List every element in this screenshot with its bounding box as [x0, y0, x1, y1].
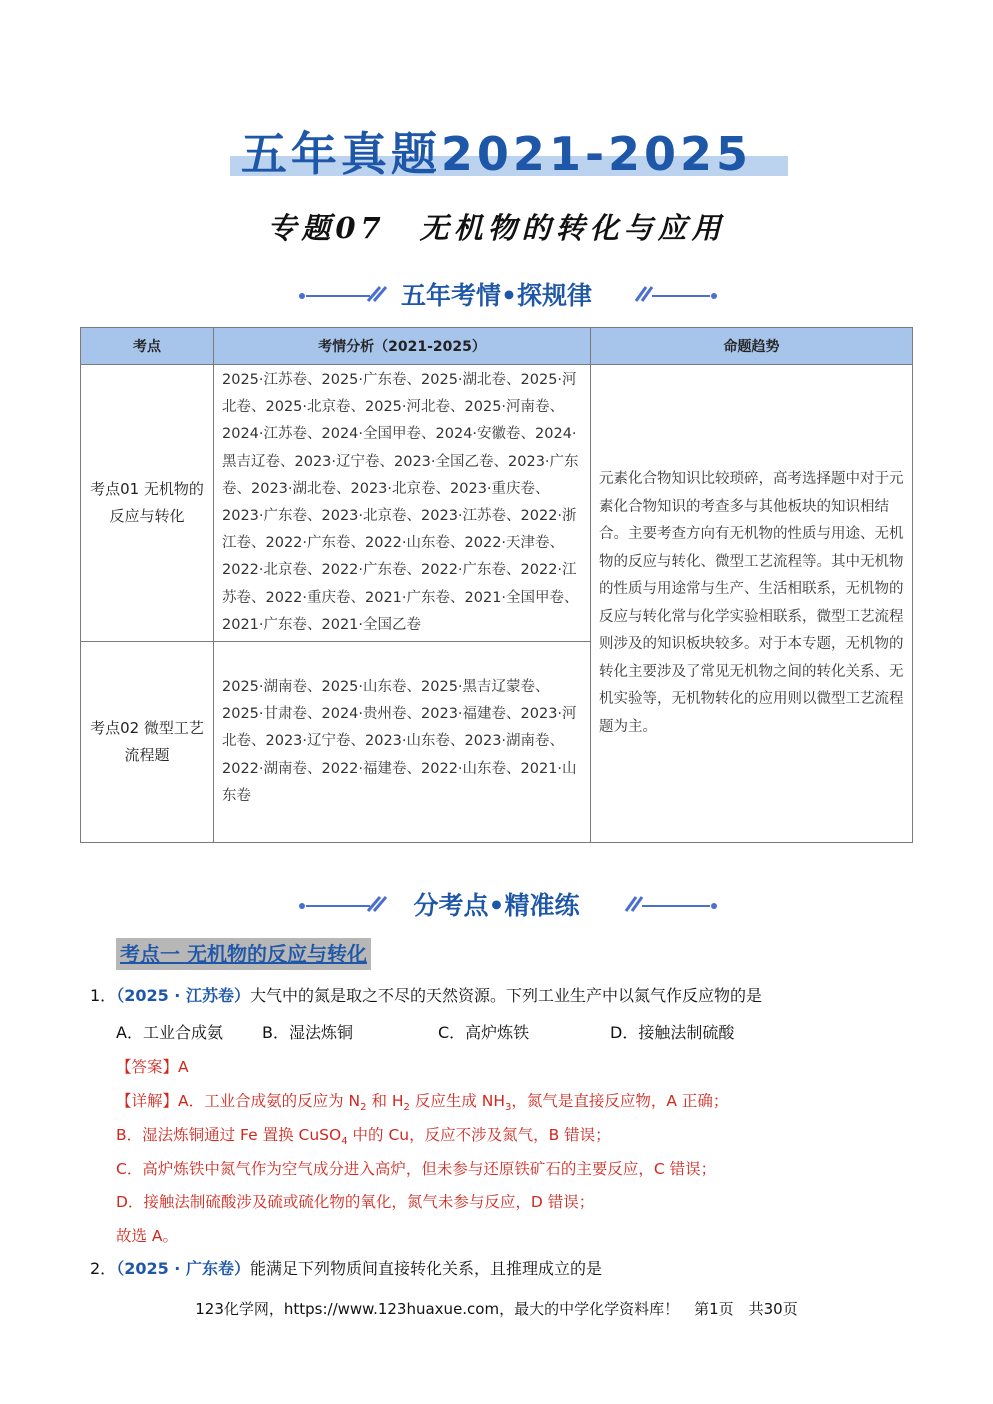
option-c: C．高炉炼铁 [438, 1023, 530, 1042]
topic-tag-kp1: 考点一 无机物的反应与转化 [116, 938, 371, 970]
subscript: 3 [505, 1102, 512, 1114]
detail-line-a [116, 1089, 728, 1113]
question-text: 大气中的氮是取之不尽的天然资源。下列工业生产中以氮气作反应物的是 [249, 986, 762, 1005]
banner-title: 五年真题2021-2025 [240, 127, 753, 181]
detail-line-d: D．接触法制硫酸涉及硫或硫化物的氧化，氮气未参与反应，D 错误； [116, 1193, 595, 1211]
question-source: （2025 · 江苏卷） [116, 986, 250, 1005]
answer-value: A [178, 1058, 189, 1076]
detail-label: 【详解】 [116, 1092, 179, 1110]
table-row-point-1: 考点01 无机物的反应与转化 [81, 365, 214, 642]
table-header-trend: 命题趋势 [591, 328, 913, 365]
table-row-analysis-2: 2025·湖南卷、2025·山东卷、2025·黑吉辽蒙卷、2025·甘肃卷、2024·贵州卷、2023·福建卷、2023·河北卷、2023·辽宁卷、2023·山东卷、2023·湖南卷、2022·湖南卷、2022·福建卷、2022·山东卷、2021·山东卷 [214, 642, 591, 843]
question-source: （2025 · 广东卷） [116, 1259, 250, 1278]
table-row-analysis-1: 2025·江苏卷、2025·广东卷、2025·湖北卷、2025·河北卷、2025·北京卷、2025·河北卷、2025·河南卷、2024·江苏卷、2024·全国甲卷、2024·安徽卷、2024·黑吉辽卷、2023·辽宁卷、2023·全国乙卷、2023·广东卷、2023·湖北卷、2023·北京卷、2023·重庆卷、2023·广东卷、2023·北京卷、2023·江苏卷、2022·浙江卷、2022·广东卷、2022·山东卷、2022·天津卷、2022·北京卷、2022·广东卷、2022·广东卷、2022·江苏卷、2022·重庆卷、2021·广东卷、2021·全国甲卷、2021·广东卷、2021·全国乙卷 [214, 365, 591, 642]
conclusion-line: 故选 A。 [116, 1227, 179, 1245]
option-b: B．湿法炼铜 [262, 1023, 353, 1042]
subscript: 4 [341, 1136, 348, 1148]
page-footer: 123化学网，https://www.123huaxue.com，最大的中学化学资料库！ 第1页 共30页 [195, 1300, 798, 1318]
table-trend-text: 元素化合物知识比较琐碎，高考选择题中对于元素化合物知识的考查多与其他板块的知识相结合。主要考查方向有无机物的性质与用途、无机物的反应与转化、微型工艺流程等。其中无机物的性质与用途常与生产、生活相联系，无机物的反应与转化常与化学实验相联系，微型工艺流程则涉及的知识板块较多。对于本专题，无机物的转化主要涉及了常见无机物之间的转化关系、无机实验等，无机物转化的应用则以微型工艺流程题为主。 [591, 365, 913, 843]
question-text: 能满足下列物质间直接转化关系，且推理成立的是 [249, 1259, 602, 1278]
detail-a-text-2: 和 H [366, 1092, 404, 1110]
table-header-point: 考点 [81, 328, 214, 365]
answer-label: 【答案】 [116, 1058, 179, 1076]
question-2-stem [90, 1258, 602, 1280]
detail-a-text-4: ，氮气是直接反应物，A 正确； [511, 1092, 729, 1110]
right-swoosh-icon-2 [624, 893, 718, 917]
table-header-analysis: 考情分析（2021-2025） [214, 328, 591, 365]
subscript: 2 [403, 1102, 410, 1114]
exam-analysis-table [80, 327, 913, 843]
section-title-trends: 五年考情•探规律 [401, 281, 592, 310]
subscript: 2 [360, 1102, 367, 1114]
right-swoosh-icon [634, 283, 718, 307]
detail-line-c: C．高炉炼铁中氮气作为空气成分进入高炉，但未参与还原铁矿石的主要反应，C 错误； [116, 1160, 717, 1178]
detail-b-text-1: B．湿法炼铜通过 Fe 置换 CuSO [116, 1126, 342, 1144]
question-number: 1． [90, 986, 117, 1005]
section-title-practice: 分考点•精准练 [413, 891, 580, 920]
detail-line-b [116, 1123, 611, 1147]
option-d: D．接触法制硫酸 [610, 1023, 735, 1042]
page-subtitle: 专题07 无机物的转化与应用 [267, 211, 726, 245]
option-a: A．工业合成氨 [116, 1023, 223, 1042]
question-number: 2． [90, 1259, 117, 1278]
detail-a-text-3: 反应生成 NH [409, 1092, 506, 1110]
answer-line [116, 1055, 189, 1077]
question-1-stem [90, 985, 762, 1007]
table-row-point-2: 考点02 微型工艺流程题 [81, 642, 214, 843]
detail-a-text-1: A．工业合成氨的反应为 N [178, 1092, 361, 1110]
detail-b-text-2: 中的 Cu，反应不涉及氮气，B 错误； [347, 1126, 611, 1144]
